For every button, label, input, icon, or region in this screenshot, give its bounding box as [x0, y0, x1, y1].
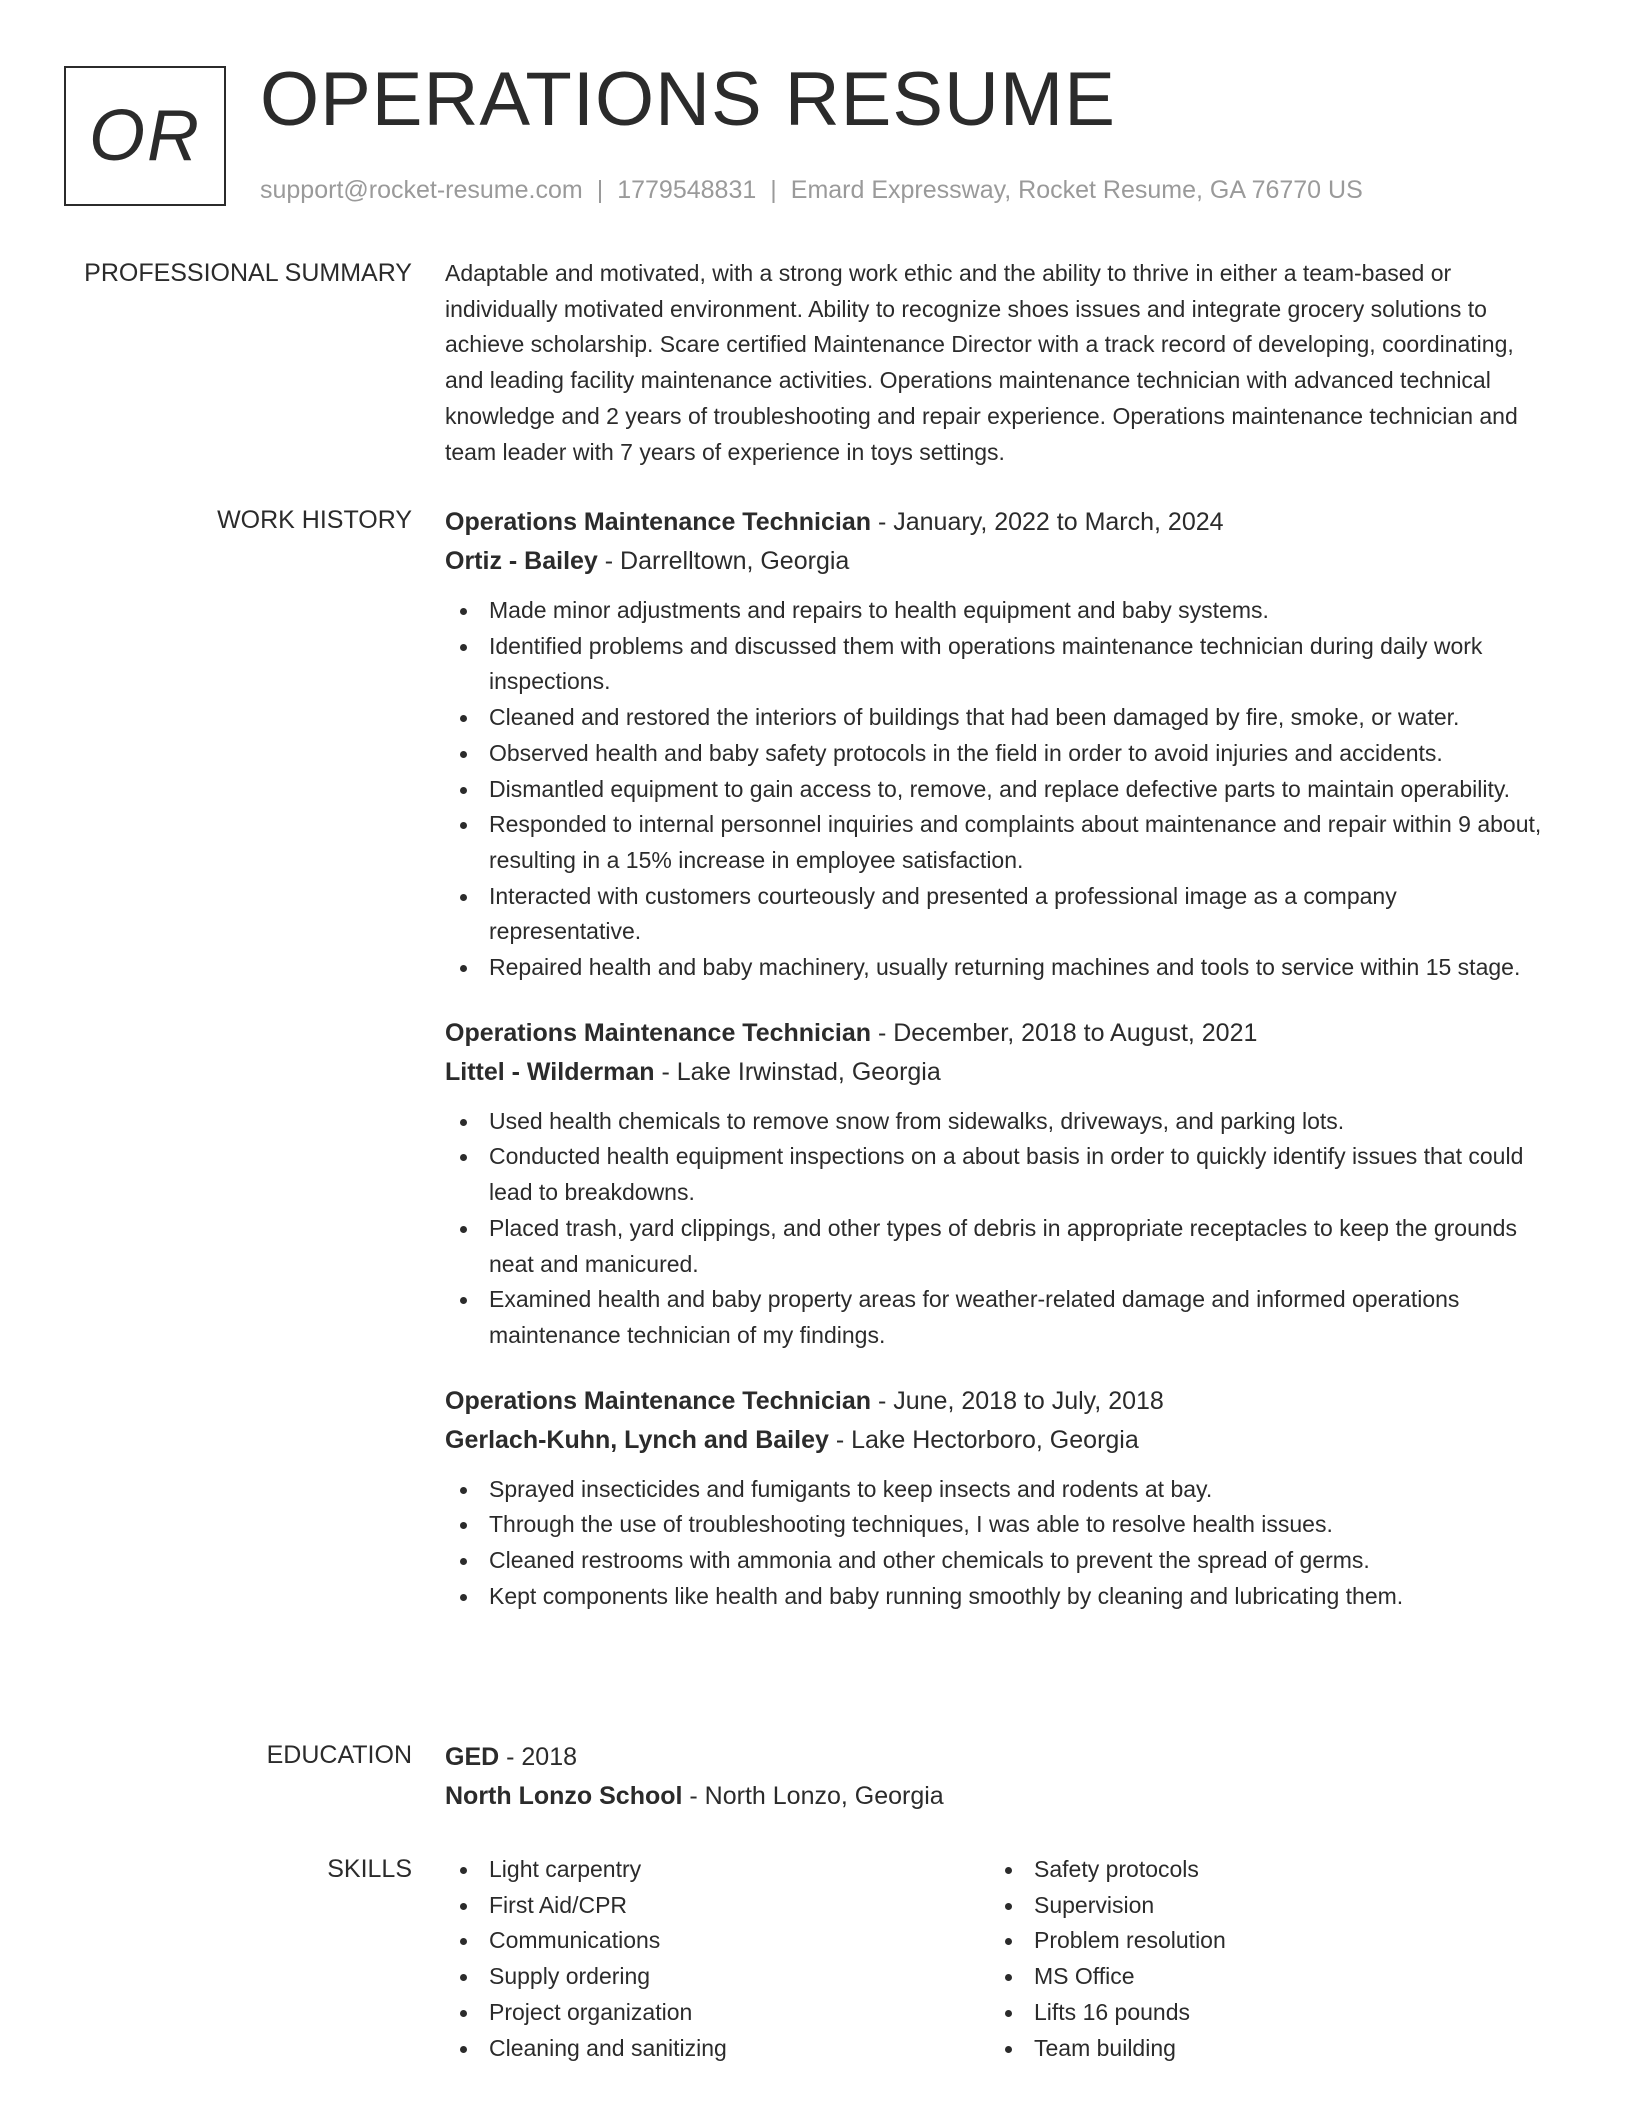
job-company-line — [445, 542, 1545, 581]
job-bullet: Responded to internal personnel inquiries and complaints about maintenance and repair within 9 about, resulting in a 15% increase in employee satisfaction. — [445, 807, 1545, 878]
job-bullets — [445, 1472, 1545, 1615]
job-title: Operations Maintenance Technician — [445, 1018, 872, 1047]
education-degree-line — [445, 1738, 1545, 1777]
job-entry — [445, 503, 1545, 986]
job-bullet: Cleaned restrooms with ammonia and other chemicals to prevent the spread of germs. — [445, 1543, 1545, 1579]
contact-separator: | — [770, 176, 777, 204]
job-title-line — [445, 1014, 1545, 1053]
job-location: - Lake Hectorboro, Georgia — [828, 1425, 1139, 1454]
summary-body — [445, 256, 1545, 470]
skill-item: First Aid/CPR — [445, 1888, 990, 1924]
job-title: Operations Maintenance Technician — [445, 508, 872, 536]
job-bullet: Observed health and baby safety protocols in the field in order to avoid injuries and accidents. — [445, 736, 1545, 772]
skill-item: Communications — [445, 1923, 990, 1959]
job-company: Littel - Wilderman — [445, 1057, 655, 1086]
skill-item: MS Office — [990, 1959, 1535, 1995]
job-bullet: Identified problems and discussed them with operations maintenance technician during daily work inspections. — [445, 629, 1545, 700]
job-bullet: Cleaned and restored the interiors of buildings that had been damaged by fire, smoke, or water. — [445, 700, 1545, 736]
skill-item: Supervision — [990, 1888, 1535, 1924]
skill-item: Team building — [990, 2031, 1535, 2067]
monogram-box — [64, 66, 226, 206]
job-dates: - January, 2022 to March, 2024 — [871, 508, 1224, 536]
skills-grid — [445, 1852, 1545, 2066]
skill-item: Project organization — [445, 1995, 990, 2031]
job-bullets — [445, 593, 1545, 986]
skill-item: Safety protocols — [990, 1852, 1535, 1888]
skills-body — [445, 1852, 1545, 2066]
job-location: - Darrelltown, Georgia — [597, 547, 850, 575]
section-heading-education: EDUCATION — [266, 1741, 412, 1769]
education-school: North Lonzo School — [445, 1782, 683, 1810]
job-title: Operations Maintenance Technician — [445, 1386, 872, 1415]
resume-name: OPERATIONS RESUME — [260, 57, 1116, 142]
skill-item: Light carpentry — [445, 1852, 990, 1888]
job-bullet: Interacted with customers courteously and presented a professional image as a company representative. — [445, 879, 1545, 950]
section-heading-summary: PROFESSIONAL SUMMARY — [84, 259, 412, 287]
skill-item: Lifts 16 pounds — [990, 1995, 1535, 2031]
job-bullet: Through the use of troubleshooting techniques, I was able to resolve health issues. — [445, 1507, 1545, 1543]
job-bullet: Sprayed insecticides and fumigants to keep insects and rodents at bay. — [445, 1472, 1545, 1508]
job-bullet: Made minor adjustments and repairs to health equipment and baby systems. — [445, 593, 1545, 629]
job-entry — [445, 1382, 1545, 1615]
job-bullet: Kept components like health and baby running smoothly by cleaning and lubricating them. — [445, 1579, 1545, 1615]
skills-column-left — [445, 1852, 990, 2066]
job-company: Gerlach-Kuhn, Lynch and Bailey — [445, 1425, 829, 1454]
job-title-line — [445, 503, 1545, 542]
section-heading-skills: SKILLS — [327, 1855, 412, 1883]
job-dates: - June, 2018 to July, 2018 — [871, 1386, 1164, 1415]
job-bullet: Repaired health and baby machinery, usually returning machines and tools to service within 15 stage. — [445, 950, 1545, 986]
job-company-line — [445, 1421, 1545, 1460]
job-company-line — [445, 1053, 1545, 1092]
skill-item: Cleaning and sanitizing — [445, 2031, 990, 2067]
education-school-line — [445, 1777, 1545, 1816]
education-degree: GED — [445, 1743, 500, 1771]
contact-line — [260, 175, 1363, 205]
education-body — [445, 1738, 1545, 1816]
job-bullet: Examined health and baby property areas for weather-related damage and informed operations maintenance technician of my findings. — [445, 1282, 1545, 1353]
contact-separator: | — [596, 176, 604, 204]
work-history-body — [445, 503, 1545, 1614]
summary-text: Adaptable and motivated, with a strong work ethic and the ability to thrive in either a team-based or individually motivated environment. Ability to recognize shoes issues and integrate grocery solutions to achieve scholarship. Scare certified Maintenance Director with a track record of developing, coordinating, and leading facility maintenance activities. Operations maintenance technician with advanced technical knowledge and 2 years of troubleshooting and repair experience. Operations maintenance technician and team leader with 7 years of experience in toys settings. — [445, 260, 1518, 465]
job-location: - Lake Irwinstad, Georgia — [654, 1057, 941, 1086]
education-year: - 2018 — [499, 1743, 578, 1771]
job-bullets — [445, 1104, 1545, 1354]
job-company: Ortiz - Bailey — [445, 547, 598, 575]
section-heading-work-history: WORK HISTORY — [217, 506, 412, 534]
contact-phone: 1779548831 — [617, 176, 757, 204]
skills-column-right — [990, 1852, 1535, 2066]
job-entry — [445, 1014, 1545, 1354]
job-title-line — [445, 1382, 1545, 1421]
job-dates: - December, 2018 to August, 2021 — [871, 1018, 1258, 1047]
education-location: - North Lonzo, Georgia — [682, 1782, 944, 1810]
job-bullet: Dismantled equipment to gain access to, remove, and replace defective parts to maintain operability. — [445, 772, 1545, 808]
job-bullet: Conducted health equipment inspections on a about basis in order to quickly identify issues that could lead to breakdowns. — [445, 1139, 1545, 1210]
skill-item: Supply ordering — [445, 1959, 990, 1995]
contact-address: Emard Expressway, Rocket Resume, GA 76770 US — [790, 176, 1363, 204]
job-bullet: Used health chemicals to remove snow from sidewalks, driveways, and parking lots. — [445, 1104, 1545, 1140]
skill-item: Problem resolution — [990, 1923, 1535, 1959]
job-bullet: Placed trash, yard clippings, and other types of debris in appropriate receptacles to keep the grounds neat and manicured. — [445, 1211, 1545, 1282]
monogram-initials: OR — [89, 96, 201, 176]
contact-email: support@rocket-resume.com — [260, 176, 583, 204]
